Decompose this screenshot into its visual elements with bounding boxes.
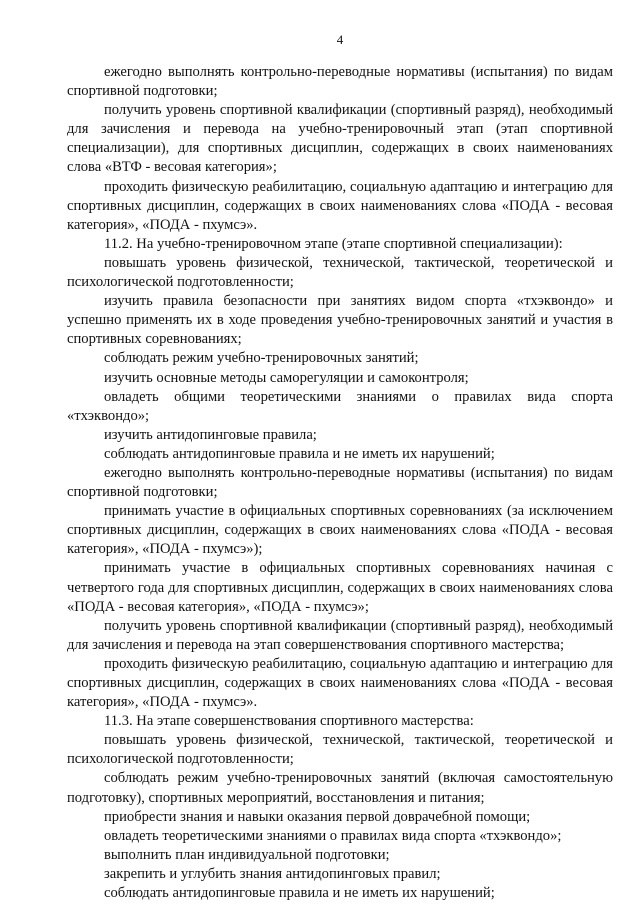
paragraph: изучить основные методы саморегуляции и самоконтроля; xyxy=(104,369,469,386)
paragraph: соблюдать антидопинговые правила и не иметь их нарушений; xyxy=(104,445,495,462)
page-number: 4 xyxy=(336,32,344,47)
paragraph: овладеть общими теоретическими знаниями о правилах вида спорта «тхэквондо»; xyxy=(67,388,613,424)
paragraph: изучить правила безопасности при занятиях видом спорта «тхэквондо» и успешно применять их в ходе проведения учебно-тренировочных занятий и участия в спортивных соревнованиях; xyxy=(67,293,613,348)
paragraph: изучить антидопинговые правила; xyxy=(104,426,317,443)
paragraph: соблюдать режим учебно-тренировочных занятий (включая самостоятельную подготовку), спортивных мероприятий, восстановления и питания; xyxy=(67,770,613,806)
section-heading-11-3: 11.3. На этапе совершенствования спортивного мастерства: xyxy=(104,713,474,730)
paragraph: соблюдать антидопинговые правила и не иметь их нарушений; xyxy=(104,885,495,902)
paragraph: получить уровень спортивной квалификации (спортивный разряд), необходимый для зачисления и перевода на учебно-тренировочный этап (этап спортивной специализации), для спортивных дисциплин, содержащих в своих наименованиях слова «ВТФ - весовая категория»; xyxy=(67,102,613,176)
paragraph: проходить физическую реабилитацию, социальную адаптацию и интеграцию для спортивных дисциплин, содержащих в своих наименованиях слова «ПОДА - весовая категория», «ПОДА - пхумсэ». xyxy=(67,178,613,233)
paragraph: ежегодно выполнять контрольно-переводные нормативы (испытания) по видам спортивной подготовки; xyxy=(67,464,613,501)
paragraph: соблюдать режим учебно-тренировочных занятий; xyxy=(104,350,419,367)
paragraph: принимать участие в официальных спортивных соревнованиях (за исключением спортивных дисциплин, содержащих в своих наименованиях слова «ПОДА - весовая категория», «ПОДА - пхумсэ»); xyxy=(67,503,613,558)
paragraph: овладеть теоретическими знаниями о правилах вида спорта «тхэквондо»; xyxy=(104,827,562,844)
paragraph: приобрести знания и навыки оказания первой доврачебной помощи; xyxy=(104,808,531,825)
paragraph: принимать участие в официальных спортивных соревнованиях начиная с четвертого года для спортивных дисциплин, содержащих в своих наименованиях слова «ПОДА - весовая категория», «ПОДА - пхумсэ»; xyxy=(67,560,613,615)
paragraph: выполнить план индивидуальной подготовки; xyxy=(104,846,390,863)
paragraph: повышать уровень физической, технической, тактической, теоретической и психологической подготовленности; xyxy=(67,254,613,291)
paragraph: повышать уровень физической, технической, тактической, теоретической и психологической подготовленности; xyxy=(67,732,613,768)
document-body xyxy=(67,63,613,903)
paragraph: закрепить и углубить знания антидопинговых правил; xyxy=(104,865,441,882)
section-heading-11-2: 11.2. На учебно-тренировочном этапе (этапе спортивной специализации): xyxy=(104,235,563,252)
paragraph: проходить физическую реабилитацию, социальную адаптацию и интеграцию для спортивных дисциплин, содержащих в своих наименованиях слова «ПОДА - весовая категория», «ПОДА - пхумсэ». xyxy=(67,655,613,711)
paragraph: получить уровень спортивной квалификации (спортивный разряд), необходимый для зачисления и перевода на этап совершенствования спортивного мастерства; xyxy=(67,617,613,653)
paragraph: ежегодно выполнять контрольно-переводные нормативы (испытания) по видам спортивной подготовки; xyxy=(67,64,613,100)
